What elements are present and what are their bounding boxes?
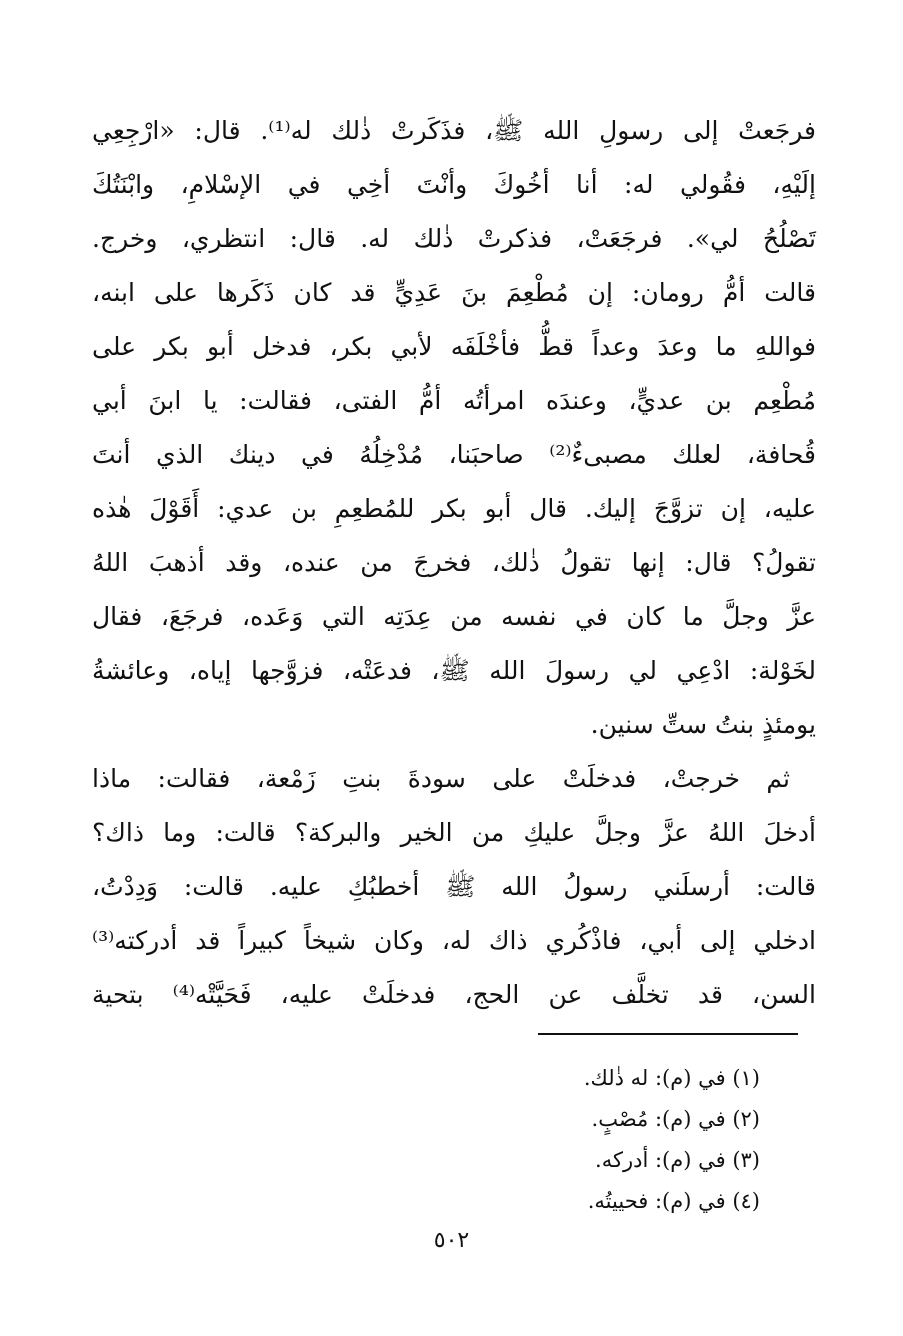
text-line: فواللهِ ما وعدَ وعداً قطُّ فأخْلَفَه لأبي بكر، فدخل أبو بكر على <box>92 332 816 361</box>
footnote-divider <box>538 1033 798 1035</box>
text-line: السن، قد تخلَّف عن الحج، فدخلَتْ عليه، فَحَيَّتْه⁽⁴⁾ بتحية <box>92 980 816 1009</box>
paragraph-1 <box>92 104 816 752</box>
footnote-1: (١) في (م): له ذٰلك. <box>583 1066 760 1090</box>
text-line: إلَيْهِ، فقُولي له: أنا أخُوكَ وأنْتَ أخِي في الإسْلامِ، وابْنَتُكَ <box>92 170 816 199</box>
text-line: عزَّ وجلَّ ما كان في نفسه من عِدَتِه التي وَعَده، فرجَعَ، فقال <box>92 602 816 631</box>
text-line: تقولُ؟ قال: إنها تقولُ ذٰلك، فخرجَ من عنده، وقد أذهبَ اللهُ <box>92 548 816 577</box>
text-line: أدخلَ اللهُ عزَّ وجلَّ عليكِ من الخير والبركة؟ قالت: وما ذاك؟ <box>92 818 816 847</box>
page-number: ٥٠٢ <box>433 1228 470 1253</box>
footnote-4: (٤) في (م): فحييتُه. <box>587 1189 760 1213</box>
text-line: قُحافة، لعلك مصبىءٌ⁽²⁾ صاحبَنا، مُدْخِلُهُ في دينك الذي أنتَ <box>92 440 816 469</box>
text-line: قالت أمُّ رومان: إن مُطْعِمَ بنَ عَدِيٍّ قد كان ذَكَرها على ابنه، <box>92 278 816 307</box>
text-line: فرجَعتْ إلى رسولِ الله ﷺ، فذَكَرتْ ذٰلك له⁽¹⁾. قال: «ارْجِعِي <box>92 116 816 145</box>
footnotes <box>300 1058 760 1222</box>
text-line <box>92 752 816 806</box>
text-line: تَصْلُحُ لي». فرجَعَتْ، فذكرتْ ذٰلك له. قال: انتظري، وخرج. <box>92 224 816 253</box>
text-line: مُطْعِم بن عديٍّ، وعندَه امرأتُه أمُّ الفتى، فقالت: يا ابنَ أبي <box>92 386 816 415</box>
text-line-content: ثم خرجتْ، فدخلَتْ على سودةَ بنتِ زَمْعة، فقالت: ماذا <box>92 764 790 793</box>
text-line: ادخلي إلى أبي، فاذْكُري ذاك له، وكان شيخاً كبيراً قد أدركته⁽³⁾ <box>92 926 816 955</box>
footnote-3: (٣) في (م): أدركه. <box>595 1148 760 1172</box>
text-line: لخَوْلة: ادْعِي لي رسولَ الله ﷺ، فدعَتْه، فزوَّجها إياه، وعائشةُ <box>92 656 816 685</box>
text-line: يومئذٍ بنتُ ستِّ سنين. <box>590 710 816 739</box>
paragraph-2 <box>92 752 816 1022</box>
text-line: عليه، إن تزوَّجَ إليك. قال أبو بكر للمُطعِمِ بن عدي: أَقَوْلَ هٰذه <box>92 494 816 523</box>
text-line: قالت: أرسلَني رسولُ الله ﷺ أخطبُكِ عليه. قالت: وَدِدْتُ، <box>92 872 816 901</box>
footnote-2: (٢) في (م): مُصْبٍ. <box>591 1107 760 1131</box>
